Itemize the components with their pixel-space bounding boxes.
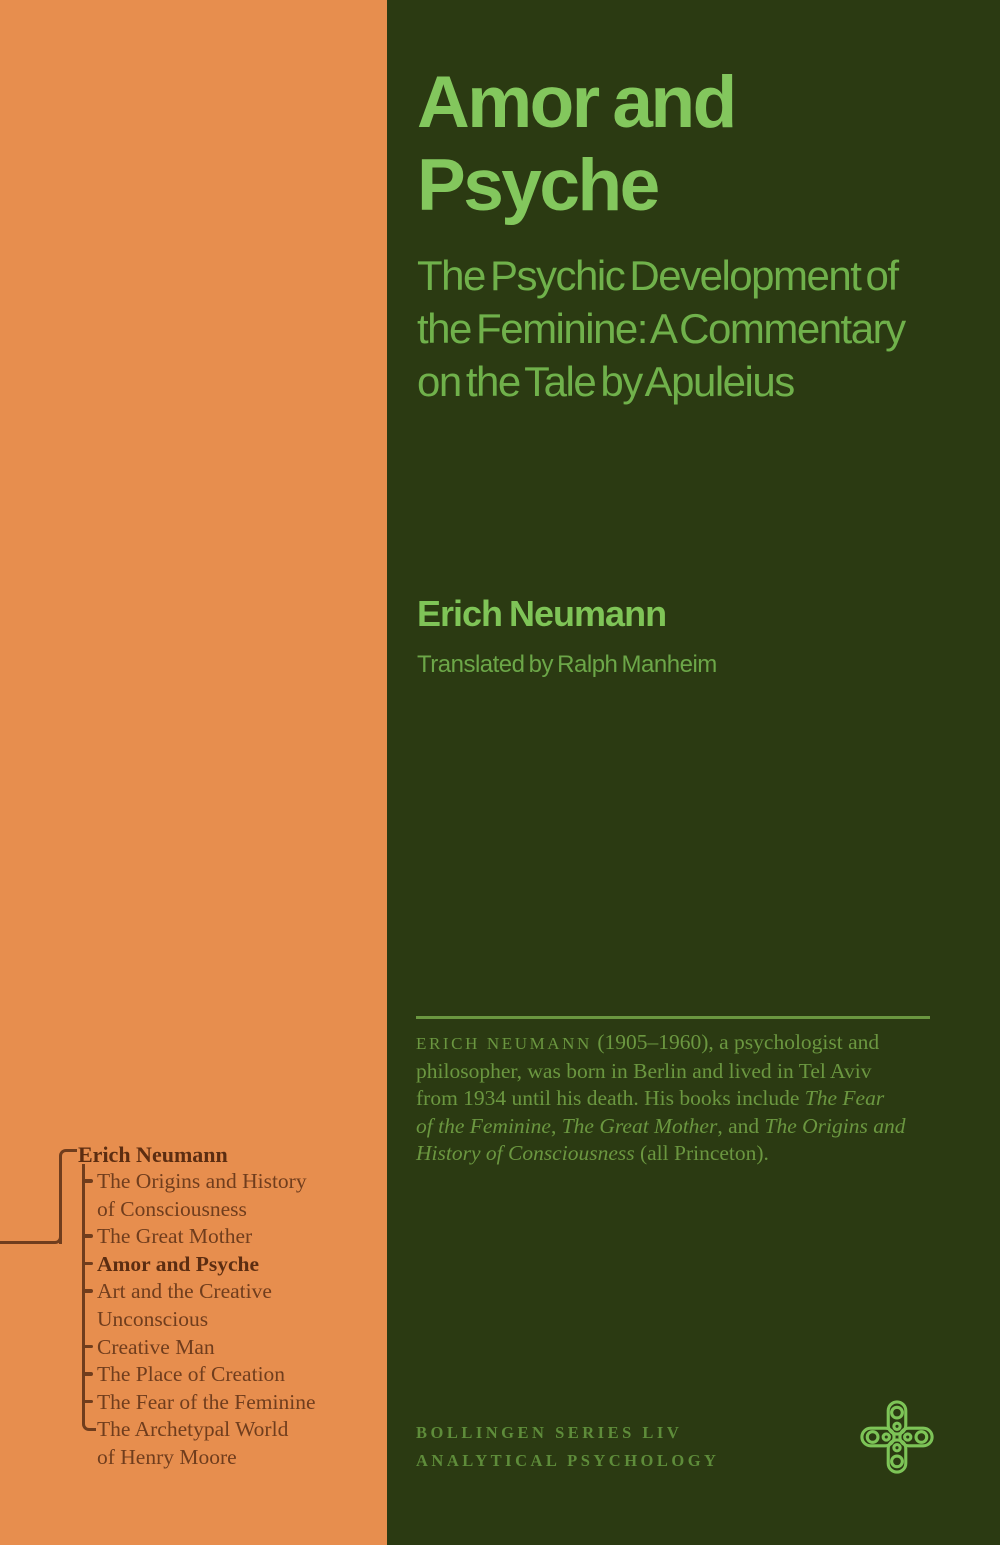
sidebar-bracket-top <box>59 1149 77 1244</box>
book-list-item <box>97 1278 382 1333</box>
book-list-item-line: The Place of Creation <box>97 1362 286 1387</box>
book-list-item-line: The Origins and History <box>97 1169 307 1193</box>
bio-book-title: The Great Mother <box>561 1113 718 1138</box>
book-list-item-line: of Henry Moore <box>97 1444 237 1469</box>
bio-text: from 1934 until his death. His books include <box>416 1086 805 1110</box>
bio-text: , <box>550 1113 562 1138</box>
bio-text: (1905–1960), a psychologist and <box>591 1030 880 1054</box>
author-name: Erich Neumann <box>417 593 667 634</box>
bio-book-title: History of Consciousness <box>416 1141 635 1165</box>
sidebar-author-header: Erich Neumann <box>78 1142 228 1167</box>
author-bio <box>416 1029 956 1168</box>
bio-book-title: The Fear <box>804 1086 885 1110</box>
green-panel <box>387 0 1000 1545</box>
bio-line <box>416 1140 956 1168</box>
book-list-item-line: Creative Man <box>97 1334 215 1359</box>
sidebar-bracket-bottom <box>0 1231 62 1244</box>
bio-line <box>416 1113 956 1141</box>
book-title <box>417 61 735 227</box>
book-title-line-1: Amor and <box>417 62 735 143</box>
bio-book-title: The Origins and <box>764 1113 906 1138</box>
book-list-item-line: Unconscious <box>97 1306 209 1331</box>
book-list-item <box>97 1168 382 1223</box>
book-list-item-line: Amor and Psyche <box>97 1251 260 1276</box>
series-line-1: BOLLINGEN SERIES LIV <box>416 1423 683 1442</box>
book-list-item <box>97 1416 382 1471</box>
bio-book-title: of the Feminine <box>416 1113 551 1138</box>
tree-rail-line <box>82 1164 96 1431</box>
book-list-item <box>97 1389 382 1417</box>
book-list-item <box>97 1361 382 1389</box>
bio-line <box>416 1085 956 1113</box>
book-title-line-2: Psyche <box>417 145 658 226</box>
bio-text: philosopher, was born in Berlin and lived in Tel Aviv <box>416 1058 872 1083</box>
book-list-tree <box>97 1168 382 1472</box>
book-list-item-line: The Great Mother <box>97 1224 253 1249</box>
bollingen-cross-logo <box>858 1398 936 1476</box>
book-list-item <box>97 1251 382 1279</box>
series-line-2: ANALYTICAL PSYCHOLOGY <box>416 1451 720 1470</box>
bio-text: ERICH NEUMANN <box>416 1034 592 1053</box>
translator-credit: Translated by Ralph Manheim <box>417 651 717 678</box>
bio-line <box>416 1058 956 1086</box>
book-list-item-line: The Archetypal World <box>97 1417 289 1442</box>
series-imprint <box>416 1419 719 1475</box>
book-list-item-line: The Fear of the Feminine <box>97 1389 316 1414</box>
book-subtitle-line-2: the Feminine: A Commentary <box>417 305 905 352</box>
book-list-item <box>97 1334 382 1362</box>
bio-line <box>416 1029 956 1058</box>
book-subtitle-line-3: on the Tale by Apuleius <box>417 358 794 405</box>
bio-divider-rule <box>416 1016 930 1019</box>
book-list-item-line: of Consciousness <box>97 1196 247 1221</box>
book-subtitle-line-1: The Psychic Development of <box>417 252 898 299</box>
bio-text: (all Princeton). <box>634 1141 769 1165</box>
book-list-item <box>97 1223 382 1251</box>
bio-text: , and <box>717 1113 765 1138</box>
book-subtitle <box>417 249 962 408</box>
book-list-item-line: Art and the Creative <box>97 1279 272 1304</box>
